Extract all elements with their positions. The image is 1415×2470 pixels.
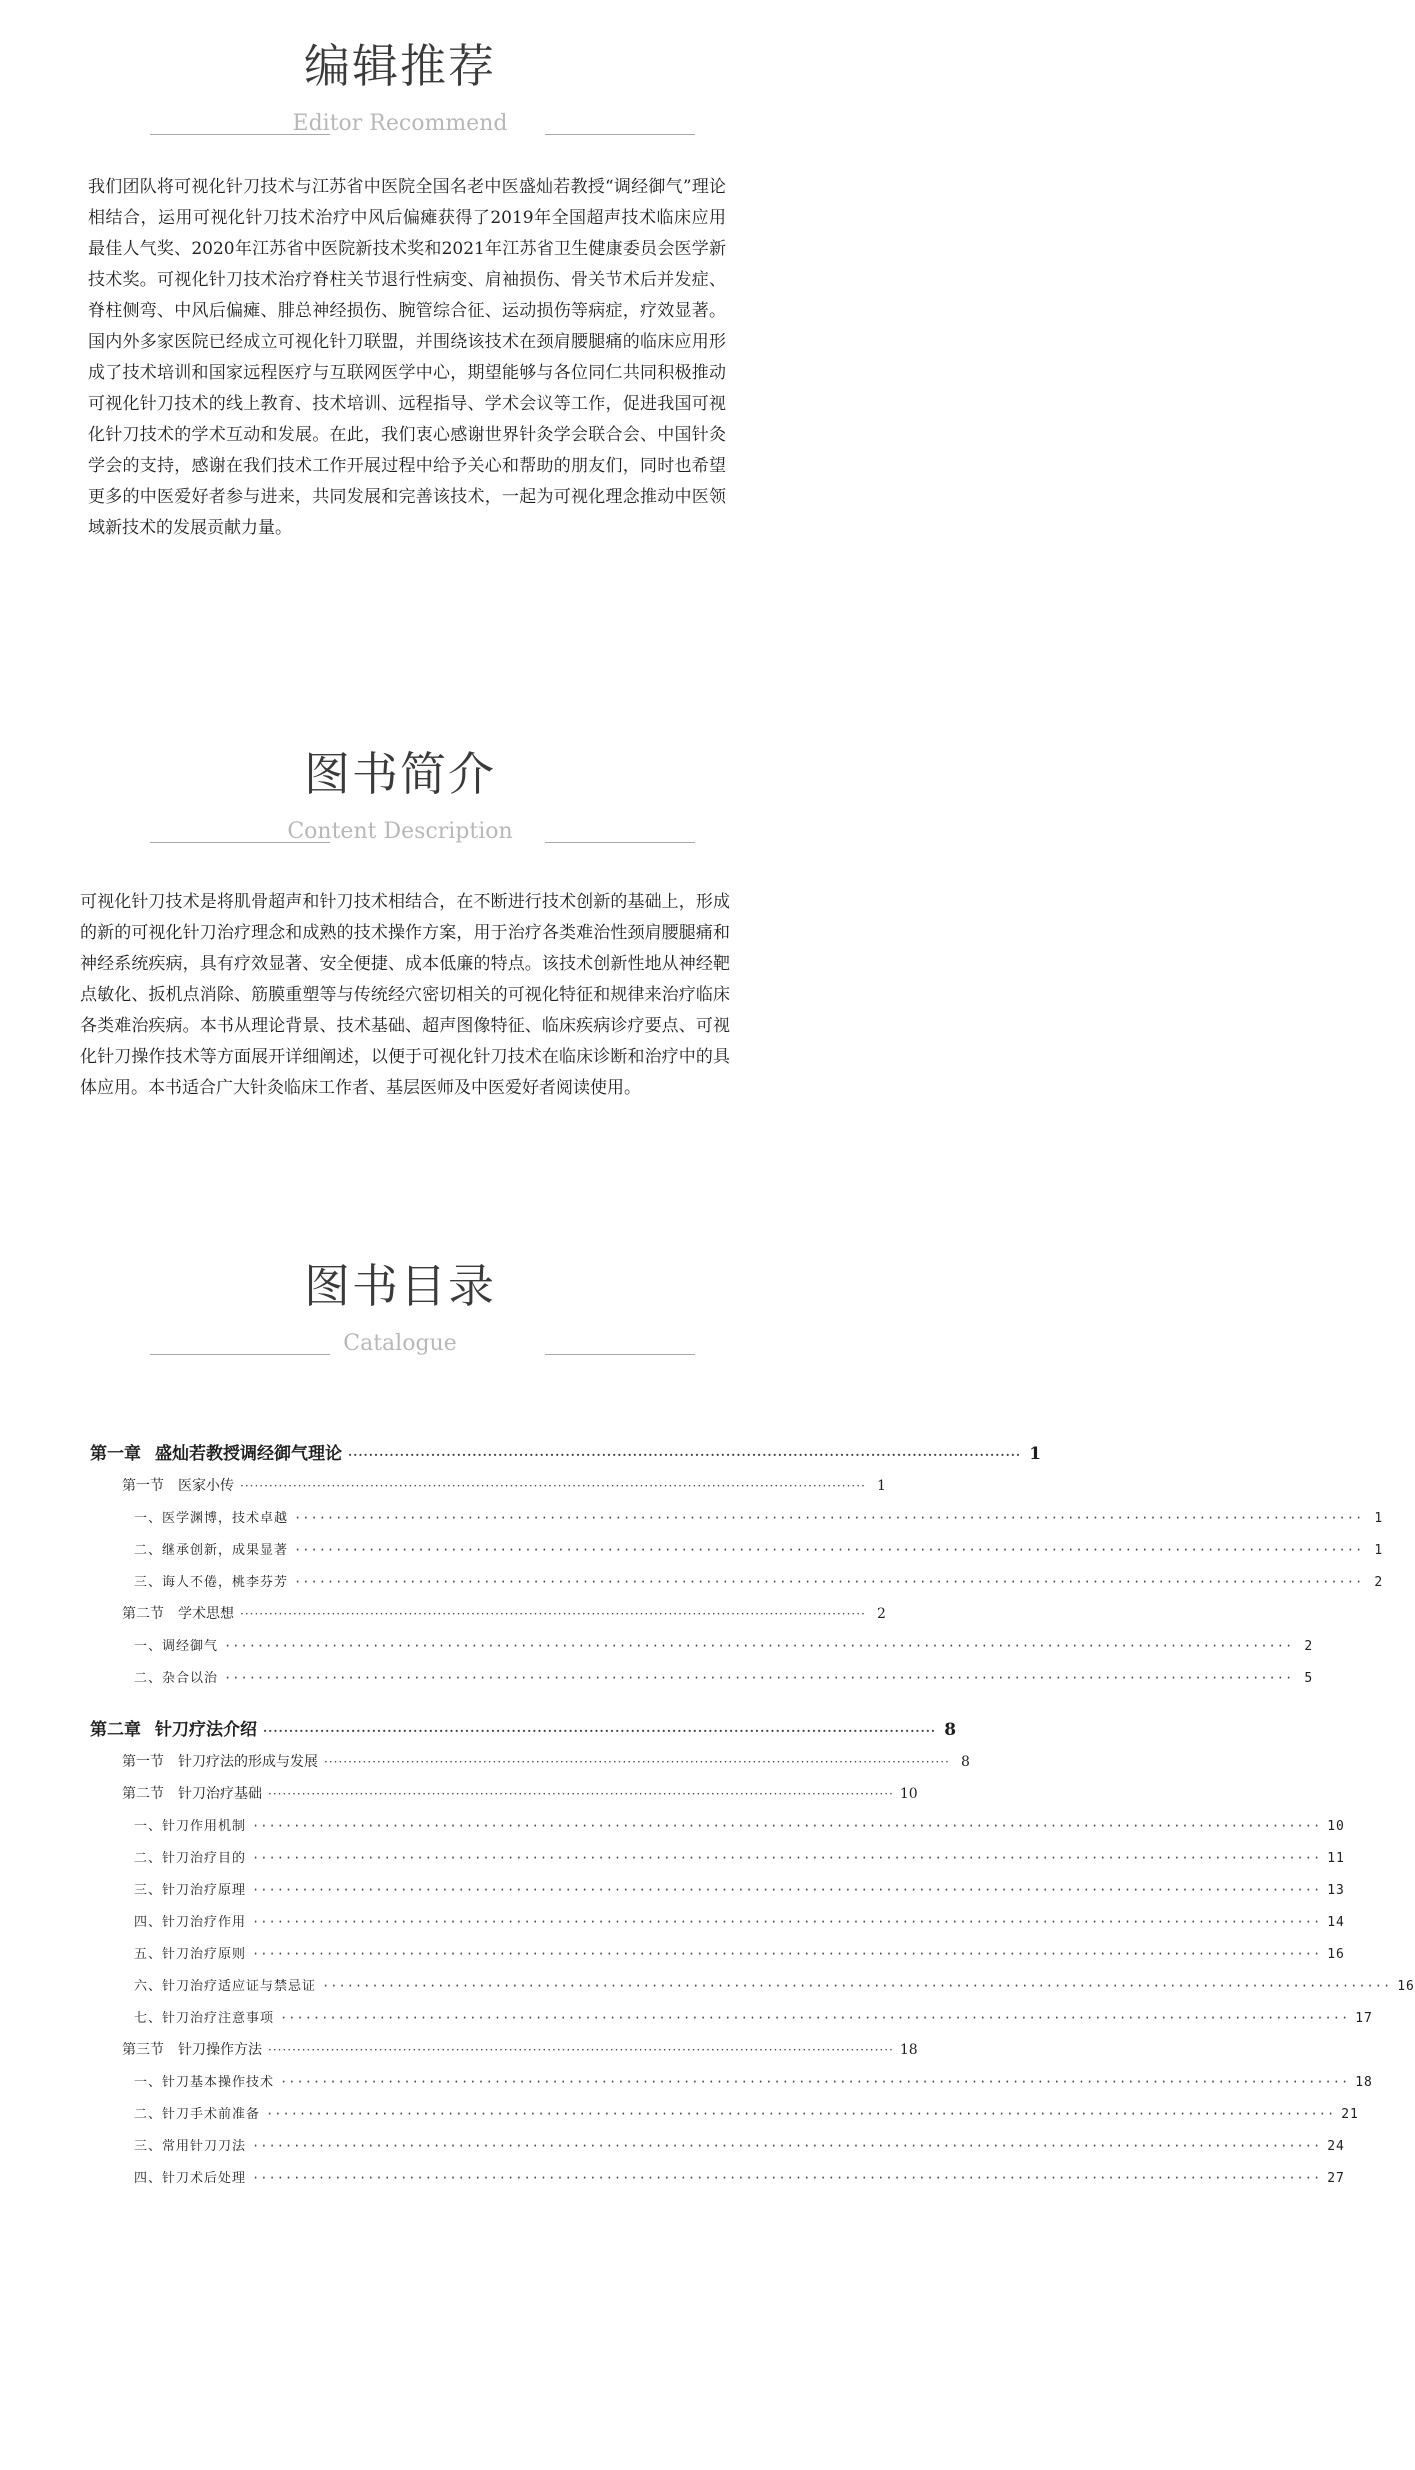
toc-entry-title: 盛灿若教授调经御气理论 (155, 1444, 342, 1464)
toc-section-row (90, 2034, 918, 2066)
toc-page-number: 2 (1374, 1575, 1384, 1590)
toc-page-number: 24 (1327, 2139, 1345, 2154)
toc-entry-number: 四、 (134, 2171, 163, 2186)
table-of-contents (90, 1438, 1415, 2194)
toc-entry-title: 医家小传 (178, 1478, 234, 1494)
toc-page-number: 11 (1327, 1851, 1345, 1866)
toc-item-row (90, 2130, 1345, 2162)
toc-entry-number: 第二节 (122, 1786, 164, 1802)
toc-entry-label (134, 1663, 218, 1695)
toc-entry-title: 继承创新，成果显著 (162, 1543, 289, 1558)
toc-dot-leader: ·································································································································· (268, 1787, 894, 1801)
toc-entry-number: 一、 (134, 1511, 163, 1526)
toc-entry-title: 杂合以治 (162, 1671, 219, 1686)
toc-dot-leader: ·································································································································· (240, 1607, 866, 1621)
toc-entry-label (134, 1939, 246, 1971)
toc-entry-title: 针刀治疗作用 (162, 1915, 247, 1930)
toc-dot-leader: ·································································································································· (224, 1639, 1294, 1653)
toc-entry-label (134, 1907, 246, 1939)
toc-item-row (90, 2066, 1373, 2098)
toc-page-number: 14 (1327, 1915, 1345, 1930)
toc-item-row (90, 1842, 1345, 1874)
toc-dot-leader: ·································································································································· (294, 1575, 1364, 1589)
toc-entry-title: 针刀术后处理 (162, 2171, 247, 2186)
toc-entry-label (134, 1535, 288, 1567)
toc-section-row (90, 1778, 918, 1810)
toc-entry-title: 针刀疗法介绍 (155, 1720, 257, 1740)
toc-dot-leader: ·································································································································· (252, 2139, 1322, 2153)
content-description-title: 图书简介 (304, 747, 496, 801)
content-description-header (0, 744, 800, 854)
toc-page-number: 18 (1355, 2075, 1373, 2090)
toc-dot-leader: ·································································································································· (240, 1479, 866, 1493)
toc-dot-leader: ·································································································································· (294, 1511, 1364, 1525)
toc-entry-number: 四、 (134, 1915, 163, 1930)
toc-item-row (90, 1810, 1345, 1842)
toc-item-row (90, 2002, 1373, 2034)
toc-entry-label (122, 1778, 262, 1810)
toc-item-row (90, 1970, 1415, 2002)
catalogue-subtitle: Catalogue (343, 1331, 457, 1356)
toc-entry-number: 七、 (134, 2011, 163, 2026)
toc-entry-label (134, 2067, 274, 2099)
toc-entry-number: 三、 (134, 1883, 163, 1898)
divider-line-right (545, 1354, 695, 1355)
toc-page-number: 27 (1327, 2171, 1345, 2186)
toc-dot-leader: ·································································································································· (252, 1851, 1322, 1865)
toc-dot-leader: ·································································································································· (324, 1755, 950, 1769)
toc-dot-leader: ·································································································································· (224, 1671, 1294, 1685)
editor-recommend-header (0, 36, 800, 146)
toc-page-number: 1 (1029, 1444, 1042, 1464)
content-description-text: 可视化针刀技术是将肌骨超声和针刀技术相结合，在不断进行技术创新的基础上，形成的新的可视化针刀治疗理念和成熟的技术操作方案，用于治疗各类难治性颈肩腰腿痛和神经系统疾病，具有疗效显著、安全便捷、成本低廉的特点。该技术创新性地从神经靶点敏化、扳机点消除、筋膜重塑等与传统经穴密切相关的可视化特征和规律来治疗临床各类难治疾病。本书从理论背景、技术基础、超声图像特征、临床疾病诊疗要点、可视化针刀操作技术等方面展开详细阐述，以便于可视化针刀技术在临床诊断和治疗中的具体应用。本书适合广大针灸临床工作者、基层医师及中医爱好者阅读使用。 (80, 892, 730, 1098)
toc-page-number: 21 (1341, 2107, 1359, 2122)
toc-entry-number: 第三节 (122, 2042, 164, 2058)
toc-entry-number: 一、 (134, 1639, 163, 1654)
toc-entry-number: 三、 (134, 1575, 163, 1590)
toc-entry-number: 一、 (134, 2075, 163, 2090)
toc-dot-leader: ·································································································································· (252, 1819, 1322, 1833)
toc-entry-title: 学术思想 (178, 1606, 234, 1622)
toc-entry-title: 针刀手术前准备 (162, 2107, 261, 2122)
toc-dot-leader: ·································································································································· (252, 2171, 1322, 2185)
toc-entry-label (134, 2163, 246, 2195)
toc-entry-title: 针刀治疗基础 (178, 1786, 262, 1802)
toc-entry-label (90, 1714, 257, 1746)
toc-entry-number: 二、 (134, 1543, 163, 1558)
toc-entry-number: 二、 (134, 2107, 163, 2122)
toc-entry-label (134, 2131, 246, 2163)
toc-dot-leader: ·································································································································· (268, 2043, 894, 2057)
toc-dot-leader: ·································································································································· (348, 1448, 1022, 1462)
editor-recommend-title: 编辑推荐 (304, 39, 496, 93)
toc-page-number: 8 (960, 1754, 970, 1770)
toc-item-row (90, 1630, 1314, 1662)
toc-entry-label (122, 2034, 262, 2066)
toc-entry-title: 针刀疗法的形成与发展 (178, 1754, 318, 1770)
toc-entry-title: 针刀治疗注意事项 (162, 2011, 275, 2026)
toc-entry-number: 一、 (134, 1819, 163, 1834)
toc-entry-number: 第二章 (90, 1720, 141, 1740)
toc-entry-number: 第一节 (122, 1754, 164, 1770)
catalogue-title: 图书目录 (304, 1259, 496, 1313)
toc-entry-label (134, 1503, 288, 1535)
toc-dot-leader: ·································································································································· (252, 1915, 1322, 1929)
toc-entry-title: 针刀操作方法 (178, 2042, 262, 2058)
toc-dot-leader: ·································································································································· (252, 1947, 1322, 1961)
toc-page-number: 16 (1397, 1979, 1415, 1994)
toc-page-number: 16 (1327, 1947, 1345, 1962)
toc-page-number: 1 (1374, 1543, 1384, 1558)
toc-entry-number: 五、 (134, 1947, 163, 1962)
divider-line-right (545, 134, 695, 135)
toc-entry-title: 医学渊博，技术卓越 (162, 1511, 289, 1526)
toc-item-row (90, 1874, 1345, 1906)
toc-dot-leader: ·································································································································· (263, 1724, 937, 1738)
toc-entry-title: 诲人不倦，桃李芬芳 (162, 1575, 289, 1590)
toc-item-row (90, 1938, 1345, 1970)
toc-entry-label (122, 1746, 318, 1778)
toc-entry-number: 第一节 (122, 1478, 164, 1494)
toc-dot-leader: ·································································································································· (322, 1979, 1392, 1993)
toc-entry-title: 针刀基本操作技术 (162, 2075, 275, 2090)
toc-entry-label (134, 2003, 274, 2035)
toc-item-row (90, 1502, 1384, 1534)
editor-recommend-text: 我们团队将可视化针刀技术与江苏省中医院全国名老中医盛灿若教授“调经御气”理论相结合，运用可视化针刀技术治疗中风后偏瘫获得了2019年全国超声技术临床应用最佳人气奖、2020年江苏省中医院新技术奖和2021年江苏省卫生健康委员会医学新技术奖。可视化针刀技术治疗脊柱关节退行性病变、肩袖损伤、骨关节术后并发症、脊柱侧弯、中风后偏瘫、腓总神经损伤、腕管综合征、运动损伤等病症，疗效显著。国内外多家医院已经成立可视化针刀联盟，并围绕该技术在颈肩腰腿痛的临床应用形成了技术培训和国家远程医疗与互联网医学中心，期望能够与各位同仁共同积极推动可视化针刀技术的线上教育、技术培训、远程指导、学术会议等工作，促进我国可视化针刀技术的学术互动和发展。在此，我们衷心感谢世界针灸学会联合会、中国针灸学会的支持，感谢在我们技术工作开展过程中给予关心和帮助的朋友们，同时也希望更多的中医爱好者参与进来，共同发展和完善该技术，一起为可视化理念推动中医领域新技术的发展贡献力量。 (88, 177, 726, 538)
catalogue-header (0, 1256, 800, 1366)
toc-dot-leader: ·································································································································· (280, 2075, 1350, 2089)
toc-dot-leader: ·································································································································· (252, 1883, 1322, 1897)
toc-entry-label (122, 1598, 234, 1630)
toc-item-row (90, 1534, 1384, 1566)
editor-recommend-subtitle: Editor Recommend (292, 111, 508, 136)
toc-entry-label (134, 1631, 218, 1663)
toc-page-number: 1 (1374, 1511, 1384, 1526)
toc-entry-label (134, 1875, 246, 1907)
toc-page-number: 18 (899, 2042, 918, 2058)
divider-line-right (545, 842, 695, 843)
toc-entry-title: 针刀治疗原则 (162, 1947, 247, 1962)
toc-entry-title: 针刀治疗适应证与禁忌证 (162, 1979, 317, 1994)
toc-section-row (90, 1746, 970, 1778)
toc-entry-title: 针刀治疗目的 (162, 1851, 247, 1866)
toc-item-row (90, 2162, 1345, 2194)
toc-page-number: 13 (1327, 1883, 1345, 1898)
toc-page-number: 17 (1355, 2011, 1373, 2026)
toc-entry-title: 针刀治疗原理 (162, 1883, 247, 1898)
content-description-subtitle: Content Description (287, 819, 513, 844)
toc-dot-leader: ·································································································································· (266, 2107, 1336, 2121)
toc-dot-leader: ·································································································································· (280, 2011, 1350, 2025)
toc-entry-label (90, 1438, 342, 1470)
toc-page-number: 2 (876, 1606, 886, 1622)
toc-entry-label (134, 1567, 288, 1599)
toc-entry-label (134, 1843, 246, 1875)
toc-chapter-row (90, 1438, 1042, 1470)
toc-entry-number: 二、 (134, 1851, 163, 1866)
toc-chapter-row (90, 1714, 957, 1746)
toc-section-row (90, 1470, 886, 1502)
toc-page-number: 1 (876, 1478, 886, 1494)
toc-entry-label (134, 2099, 260, 2131)
toc-item-row (90, 1566, 1384, 1598)
toc-entry-label (122, 1470, 234, 1502)
toc-page-number: 8 (944, 1720, 957, 1740)
toc-entry-number: 三、 (134, 2139, 163, 2154)
toc-entry-number: 六、 (134, 1979, 163, 1994)
toc-entry-title: 针刀作用机制 (162, 1819, 247, 1834)
toc-entry-number: 第一章 (90, 1444, 141, 1464)
toc-item-row (90, 2098, 1359, 2130)
toc-item-row (90, 1662, 1314, 1694)
toc-entry-label (134, 1971, 316, 2003)
toc-entry-title: 调经御气 (162, 1639, 219, 1654)
toc-page-number: 10 (1327, 1819, 1345, 1834)
toc-page-number: 2 (1304, 1639, 1314, 1654)
toc-dot-leader: ·································································································································· (294, 1543, 1364, 1557)
toc-entry-number: 二、 (134, 1671, 163, 1686)
toc-entry-number: 第二节 (122, 1606, 164, 1622)
toc-page-number: 10 (899, 1786, 918, 1802)
toc-section-row (90, 1598, 886, 1630)
toc-entry-label (134, 1811, 246, 1843)
toc-item-row (90, 1906, 1345, 1938)
toc-entry-title: 常用针刀刀法 (162, 2139, 247, 2154)
toc-page-number: 5 (1304, 1671, 1314, 1686)
